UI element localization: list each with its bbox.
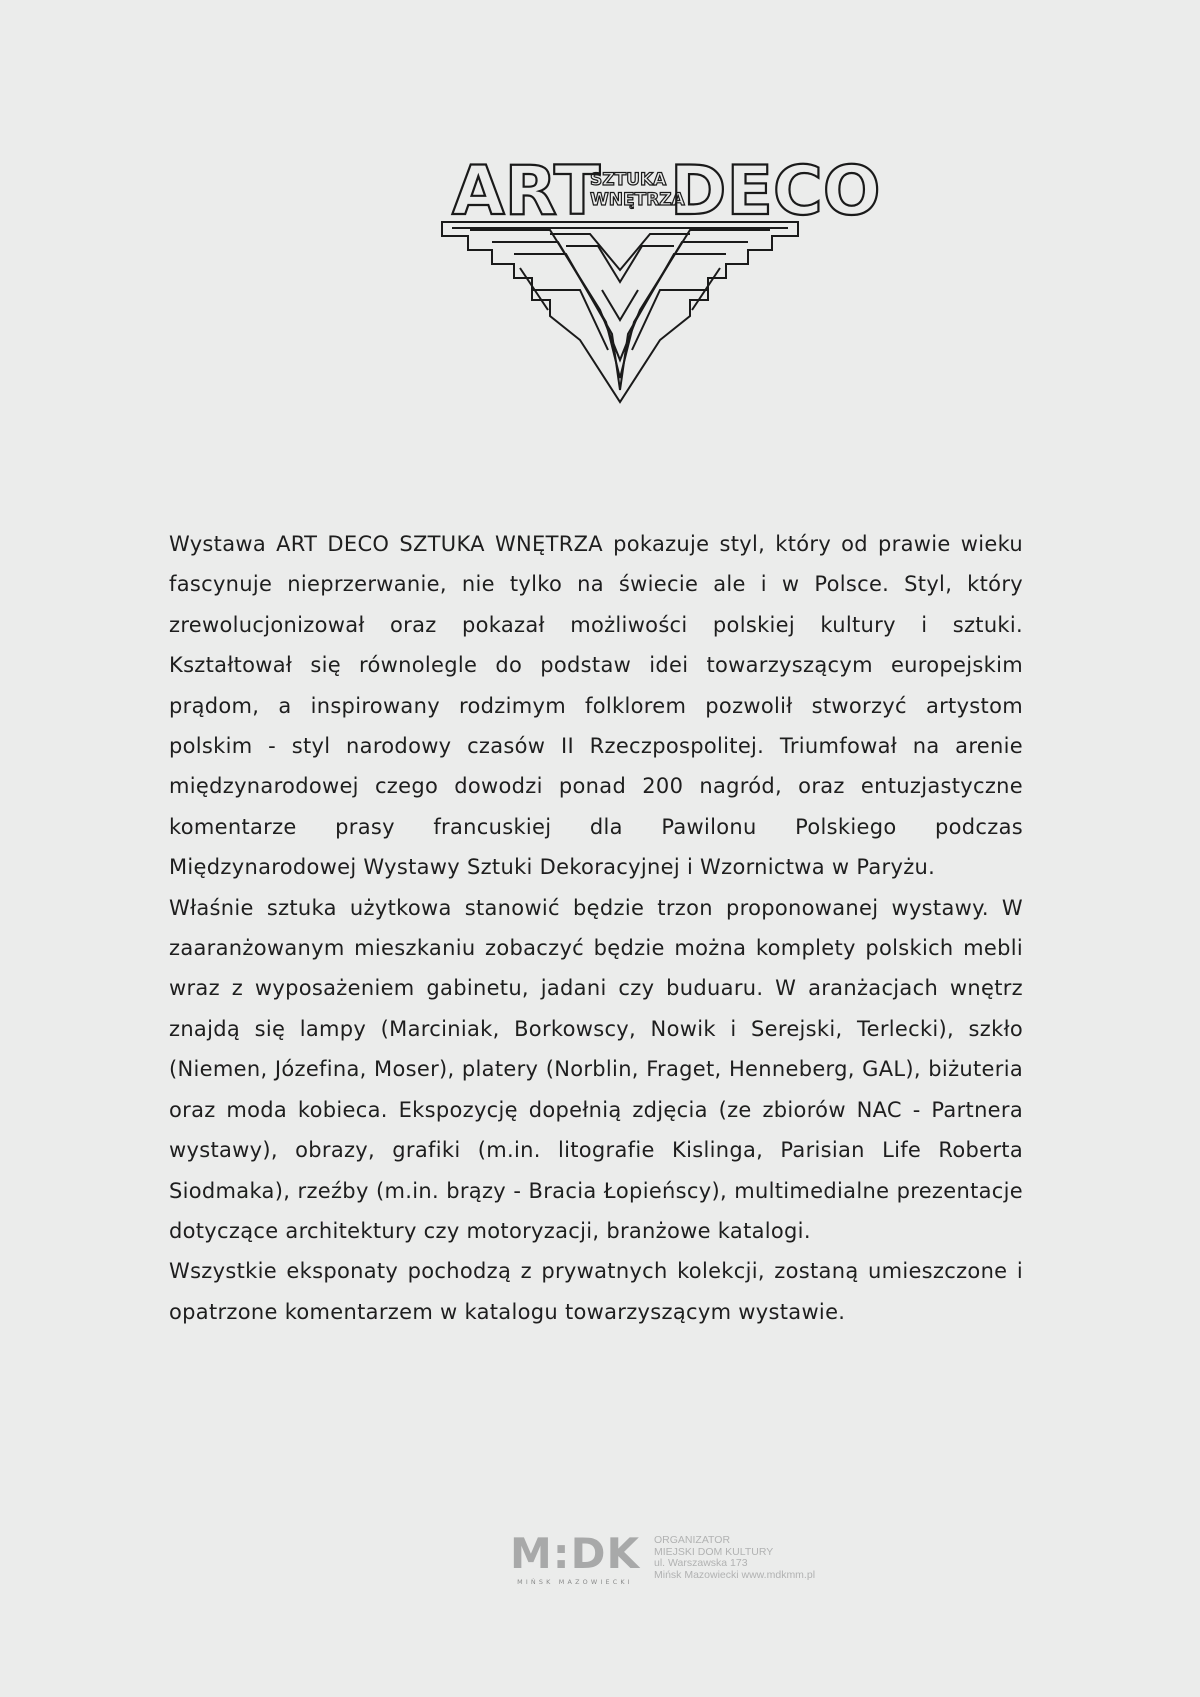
- organizer-footer: [510, 1529, 816, 1588]
- organizer-label: ORGANIZATOR: [654, 1534, 731, 1546]
- logo-wnetrza: WNĘTRZA: [590, 190, 685, 210]
- logo-sztuka: SZTUKA: [590, 170, 667, 190]
- exhibition-description: [169, 524, 1023, 1332]
- mdk-logo: [510, 1529, 640, 1586]
- logo-ornament: [442, 222, 798, 402]
- logo-deco: DECO: [670, 152, 881, 231]
- paragraph-2: Właśnie sztuka użytkowa stanowić będzie trzon proponowanej wystawy. W zaaranżowanym mieszkaniu zobaczyć będzie można komplety polskich mebli wraz z wyposażeniem gabinetu, jadani czy buduaru. W aranżacjach wnętrz znajdą się lampy (Marciniak, Borkowscy, Nowik i Serejski, Terlecki), szkło (Niemen, Józefina, Moser), platery (Norblin, Fraget, Henneberg, GAL), biżuteria oraz moda kobieca. Ekspozycję dopełnią zdjęcia (ze zbiorów NAC - Partnera wystawy), obrazy, grafiki (m.in. litografie Kislinga, Parisian Life Roberta Siodmaka), rzeźby (m.in. brązy - Bracia Łopieńscy), multimedialne prezentacje dotyczące architektury czy motoryzacji, branżowe katalogi.: [169, 895, 1023, 1243]
- organizer-info: [654, 1532, 815, 1581]
- paragraph-3: Wszystkie eksponaty pochodzą z prywatnych kolekcji, zostaną umieszczone i opatrzone komentarzem w katalogu towarzyszącym wystawie.: [169, 1259, 1023, 1324]
- logo-art: ART: [452, 152, 601, 231]
- paragraph-1: Wystawa ART DECO SZTUKA WNĘTRZA pokazuje styl, który od prawie wieku fascynuje nieprzerwanie, nie tylko na świecie ale i w Polsce. Styl, który zrewolucjonizował oraz pokazał możliwości polskiej kultury i sztuki. Kształtował się równolegle do podstaw idei towarzyszącym europejskim prądom, a inspirowany rodzimym folklorem pozwolił stworzyć artystom polskim - styl narodowy czasów II Rzeczpospolitej. Triumfował na arenie międzynarodowej czego dowodzi ponad 200 nagród, oraz entuzjastyczne komentarze prasy francuskiej dla Pawilonu Polskiego podczas Międzynarodowej Wystawy Sztuki Dekoracyjnej i Wzornictwa w Paryżu.: [169, 532, 1023, 880]
- mdk-logo-letters: M:DK: [510, 1529, 640, 1578]
- institution-address: ul. Warszawska 173: [654, 1557, 748, 1569]
- institution-name: MIEJSKI DOM KULTURY: [654, 1545, 774, 1558]
- art-deco-logo: [430, 150, 881, 410]
- institution-city-web: Mińsk Mazowiecki www.mdkmm.pl: [654, 1568, 816, 1581]
- mdk-logo-subtitle: MIŃSK MAZOWIECKI: [517, 1578, 633, 1586]
